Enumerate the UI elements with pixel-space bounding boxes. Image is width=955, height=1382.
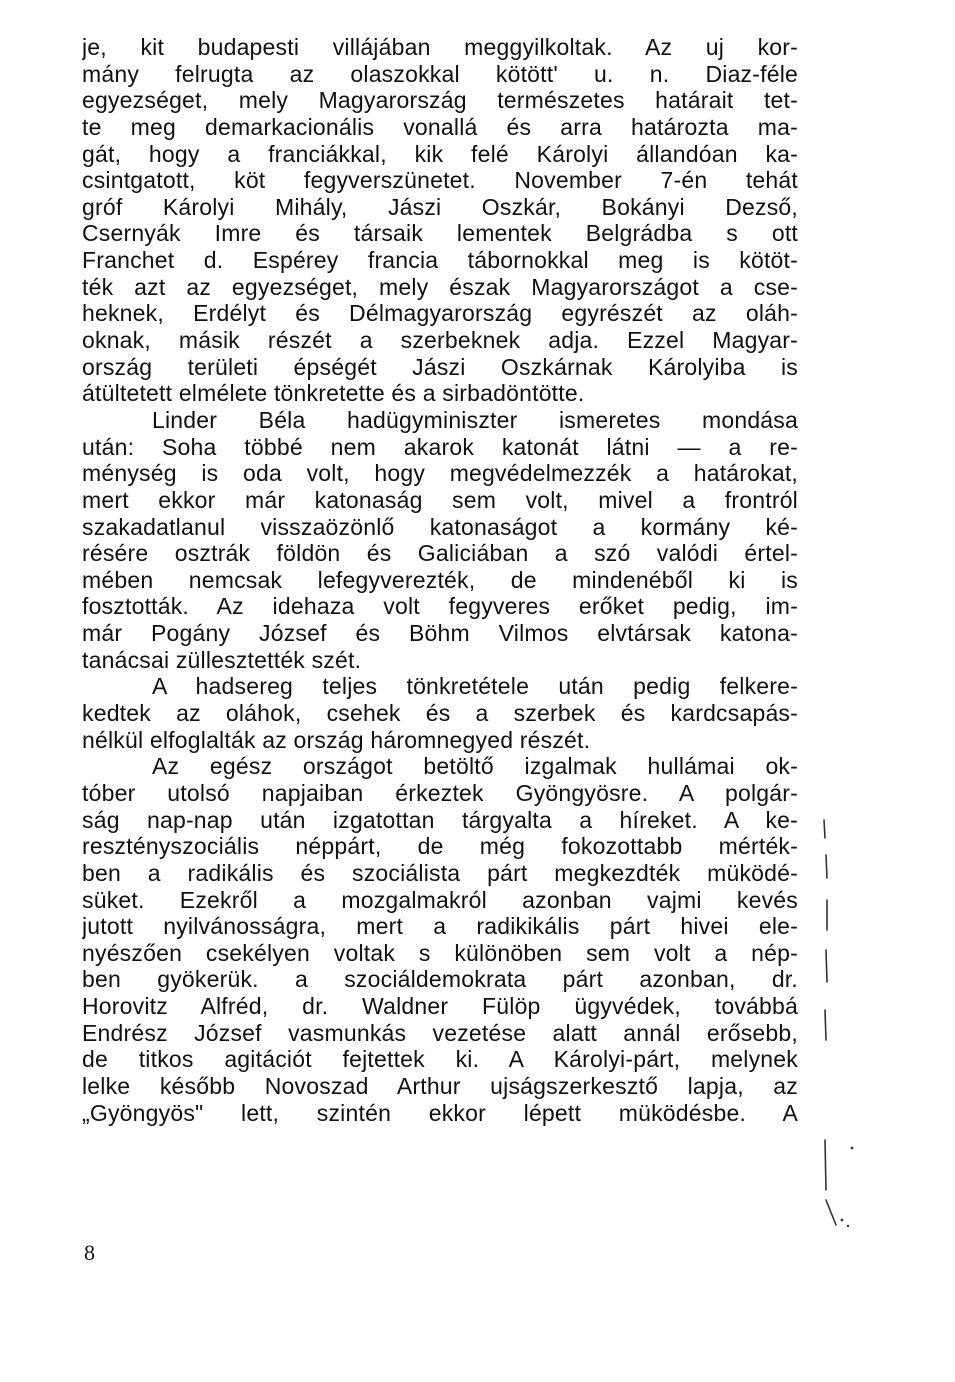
text-line: je, kit budapesti villájában meggyilkoltak. Az uj kor- — [82, 34, 798, 60]
text-line: de titkos agitációt fejtettek ki. A Károlyi-párt, melynek — [82, 1046, 798, 1073]
text-line: ménység is oda volt, hogy megvédelmezzék a határokat, — [82, 460, 798, 487]
text-line: Horovitz Alfréd, dr. Waldner Fülöp ügyvédek, továbbá — [82, 993, 798, 1020]
text-line: mében nemcsak lefegyverezték, de mindenéből ki is — [82, 566, 798, 593]
text-line: heknek, Erdélyt és Délmagyarország egyrészét az oláh- — [82, 300, 798, 327]
text-line: gróf Károlyi Mihály, Jászi Oszkár, Bokányi Dezső, — [82, 193, 798, 220]
text-line: Linder Béla hadügyminiszter ismeretes mondása — [152, 406, 798, 433]
text-line: nyészően csekélyen voltak s különöben sem volt a nép- — [82, 939, 798, 966]
text-line: átültetett elmélete tönkretette és a sirbadöntötte. — [82, 380, 585, 407]
text-line: fosztották. Az idehaza volt fegyveres erőket pedig, im- — [82, 593, 798, 620]
text-line: gát, hogy a franciákkal, kik felé Károlyi állandóan ka- — [82, 140, 798, 167]
margin-scan-marks — [822, 720, 862, 1240]
text-line: ben gyökerük. a szociáldemokrata párt azonban, dr. — [82, 966, 798, 993]
body-text — [82, 34, 798, 1126]
text-line: mert ekkor már katonaság sem volt, mivel a frontról — [82, 486, 798, 513]
text-line: már Pogány József és Böhm Vilmos elvtársak katona- — [82, 620, 798, 647]
text-line: kedtek az oláhok, csehek és a szerbek és kardcsapás- — [82, 700, 798, 727]
text-line: resztényszociális néppárt, de még fokozottabb mérték- — [82, 833, 798, 860]
page-number: 8 — [84, 1240, 95, 1265]
text-line: tanácsai züllesztették szét. — [82, 646, 362, 673]
text-line: csintgatott, köt fegyverszünetet. November 7-én tehát — [82, 167, 798, 194]
text-line: lelke később Novoszad Arthur ujságszerkesztő lapja, az — [82, 1072, 798, 1099]
text-line: A hadsereg teljes tönkretétele után pedig felkere- — [152, 673, 798, 700]
text-line: egyezséget, mely Magyarország természetes határait tet- — [82, 87, 798, 114]
text-line: mány felrugta az olaszokkal kötött' u. n. Diaz-féle — [82, 60, 798, 87]
text-line: Endrész József vasmunkás vezetése alatt annál erősebb, — [82, 1019, 798, 1046]
text-line: tóber utolsó napjaiban érkeztek Gyöngyösre. A polgár- — [82, 779, 798, 806]
text-line: nélkül elfoglalták az ország háromnegyed részét. — [82, 726, 591, 753]
text-line: Az egész országot betöltő izgalmak hullámai ok- — [152, 753, 798, 780]
text-line: Csernyák Imre és társaik lementek Belgrádba s ott — [82, 220, 798, 247]
text-line: ben a radikális és szociálista párt megkezdték müködé- — [82, 859, 798, 886]
text-line: jutott nyilvánosságra, mert a radikikális párt hivei ele- — [82, 913, 798, 940]
text-line: te meg demarkacionális vonallá és arra határozta ma- — [82, 113, 798, 140]
text-line: után: Soha többé nem akarok katonát látni — a re- — [82, 433, 798, 460]
text-line: „Gyöngyös" lett, szintén ekkor lépett müködésbe. A — [82, 1099, 798, 1126]
text-line: szakadatlanul visszaözönlő katonaságot a kormány ké- — [82, 513, 798, 540]
text-line: Franchet d. Espérey francia tábornokkal meg is kötöt- — [82, 247, 798, 274]
text-line: résére osztrák földön és Galiciában a szó valódi értel- — [82, 540, 798, 567]
text-line: ország területi épségét Jászi Oszkárnak Károlyiba is — [82, 353, 798, 380]
text-line: ték azt az egyezséget, mely észak Magyarországot a cse- — [82, 273, 798, 300]
text-line: süket. Ezekről a mozgalmakról azonban vajmi kevés — [82, 886, 798, 913]
text-line: oknak, másik részét a szerbeknek adja. Ezzel Magyar- — [82, 327, 798, 354]
text-line: ság nap-nap után izgatottan tárgyalta a híreket. A ke- — [82, 806, 798, 833]
